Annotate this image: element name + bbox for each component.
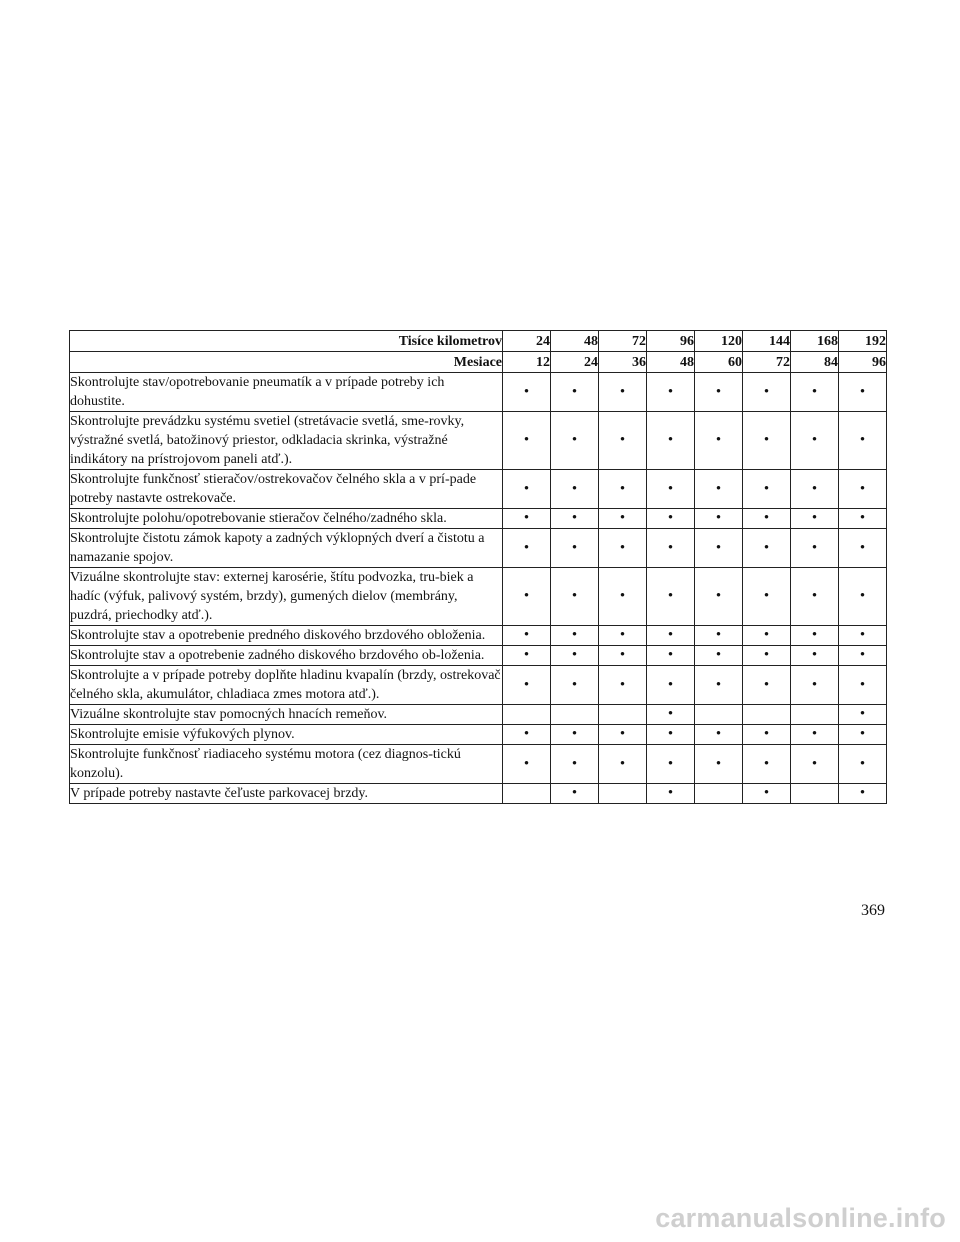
- interval-bullet: •: [599, 646, 647, 666]
- header-months-cell: 84: [791, 352, 839, 373]
- interval-bullet: •: [647, 626, 695, 646]
- header-km-label: Tisíce kilometrov: [70, 331, 503, 352]
- interval-bullet: •: [791, 745, 839, 784]
- interval-bullet: •: [839, 568, 887, 626]
- interval-bullet: •: [551, 646, 599, 666]
- interval-bullet: •: [839, 646, 887, 666]
- header-months-cell: 24: [551, 352, 599, 373]
- interval-bullet: •: [551, 470, 599, 509]
- table-row: [70, 529, 887, 568]
- maintenance-schedule-table: [69, 330, 887, 804]
- table-row: [70, 705, 887, 725]
- interval-bullet: •: [503, 470, 551, 509]
- table-row: [70, 509, 887, 529]
- interval-empty: [503, 705, 551, 725]
- interval-bullet: •: [743, 666, 791, 705]
- task-description: Skontrolujte funkčnosť riadiaceho systému motora (cez diagnos-tickú konzolu).: [70, 745, 503, 784]
- task-description: Skontrolujte polohu/opotrebovanie stieračov čelného/zadného skla.: [70, 509, 503, 529]
- task-description: Vizuálne skontrolujte stav pomocných hnacích remeňov.: [70, 705, 503, 725]
- interval-bullet: •: [503, 646, 551, 666]
- interval-bullet: •: [599, 626, 647, 646]
- interval-bullet: •: [791, 470, 839, 509]
- task-description: Skontrolujte emisie výfukových plynov.: [70, 725, 503, 745]
- table-row: [70, 725, 887, 745]
- header-months-cell: 12: [503, 352, 551, 373]
- header-km-cell: 72: [599, 331, 647, 352]
- interval-bullet: •: [503, 529, 551, 568]
- interval-bullet: •: [647, 705, 695, 725]
- interval-bullet: •: [599, 529, 647, 568]
- interval-bullet: •: [695, 666, 743, 705]
- interval-bullet: •: [647, 509, 695, 529]
- interval-bullet: •: [791, 646, 839, 666]
- table-row: [70, 470, 887, 509]
- interval-bullet: •: [743, 568, 791, 626]
- interval-bullet: •: [743, 745, 791, 784]
- interval-bullet: •: [839, 626, 887, 646]
- interval-bullet: •: [647, 412, 695, 470]
- task-description: Skontrolujte stav a opotrebenie zadného diskového brzdového ob-loženia.: [70, 646, 503, 666]
- interval-bullet: •: [551, 666, 599, 705]
- interval-bullet: •: [599, 509, 647, 529]
- interval-bullet: •: [551, 412, 599, 470]
- interval-bullet: •: [695, 626, 743, 646]
- interval-bullet: •: [743, 509, 791, 529]
- interval-bullet: •: [839, 373, 887, 412]
- header-km-cell: 144: [743, 331, 791, 352]
- interval-bullet: •: [743, 412, 791, 470]
- header-months-cell: 36: [599, 352, 647, 373]
- interval-bullet: •: [647, 373, 695, 412]
- interval-bullet: •: [647, 666, 695, 705]
- task-description: Skontrolujte stav/opotrebovanie pneumatík a v prípade potreby ich dohustite.: [70, 373, 503, 412]
- watermark: carmanualsonline.info: [655, 1203, 946, 1233]
- interval-bullet: •: [503, 373, 551, 412]
- header-km-cell: 168: [791, 331, 839, 352]
- header-km-cell: 120: [695, 331, 743, 352]
- interval-bullet: •: [839, 784, 887, 804]
- interval-bullet: •: [839, 725, 887, 745]
- interval-bullet: •: [647, 529, 695, 568]
- interval-bullet: •: [551, 568, 599, 626]
- task-description: Skontrolujte čistotu zámok kapoty a zadných výklopných dverí a čistotu a namazanie spojov.: [70, 529, 503, 568]
- task-description: Skontrolujte a v prípade potreby doplňte hladinu kvapalín (brzdy, ostrekovač čelného skla, akumulátor, chladiaca zmes motora atď.).: [70, 666, 503, 705]
- header-row-months: [70, 352, 887, 373]
- interval-bullet: •: [791, 373, 839, 412]
- interval-bullet: •: [599, 470, 647, 509]
- header-months-cell: 48: [647, 352, 695, 373]
- interval-bullet: •: [599, 666, 647, 705]
- task-description: V prípade potreby nastavte čeľuste parkovacej brzdy.: [70, 784, 503, 804]
- task-description: Skontrolujte stav a opotrebenie predného diskového brzdového obloženia.: [70, 626, 503, 646]
- table-row: [70, 666, 887, 705]
- table-row: [70, 568, 887, 626]
- task-description: Skontrolujte prevádzku systému svetiel (stretávacie svetlá, sme-rovky, výstražné svetlá, batožinový priestor, odkladacia skrinka, výstražné indikátory na prístrojovom paneli atď.).: [70, 412, 503, 470]
- header-months-cell: 72: [743, 352, 791, 373]
- header-months-cell: 60: [695, 352, 743, 373]
- header-km-cell: 192: [839, 331, 887, 352]
- interval-bullet: •: [599, 412, 647, 470]
- interval-bullet: •: [551, 626, 599, 646]
- interval-bullet: •: [743, 646, 791, 666]
- interval-bullet: •: [551, 784, 599, 804]
- interval-empty: [599, 784, 647, 804]
- task-description: Skontrolujte funkčnosť stieračov/ostrekovačov čelného skla a v prí-pade potreby nastavte ostrekovače.: [70, 470, 503, 509]
- table-row: [70, 745, 887, 784]
- interval-bullet: •: [647, 646, 695, 666]
- interval-bullet: •: [647, 784, 695, 804]
- header-months-cell: 96: [839, 352, 887, 373]
- interval-bullet: •: [551, 509, 599, 529]
- interval-bullet: •: [647, 568, 695, 626]
- table-row: [70, 646, 887, 666]
- header-km-cell: 24: [503, 331, 551, 352]
- interval-bullet: •: [839, 745, 887, 784]
- interval-bullet: •: [551, 725, 599, 745]
- interval-empty: [551, 705, 599, 725]
- interval-bullet: •: [743, 784, 791, 804]
- interval-bullet: •: [695, 646, 743, 666]
- table-row: [70, 784, 887, 804]
- interval-bullet: •: [647, 745, 695, 784]
- interval-bullet: •: [551, 373, 599, 412]
- interval-bullet: •: [599, 725, 647, 745]
- interval-bullet: •: [695, 509, 743, 529]
- interval-bullet: •: [743, 470, 791, 509]
- interval-bullet: •: [695, 529, 743, 568]
- interval-bullet: •: [743, 529, 791, 568]
- interval-bullet: •: [743, 626, 791, 646]
- interval-bullet: •: [503, 626, 551, 646]
- interval-bullet: •: [503, 725, 551, 745]
- interval-empty: [791, 705, 839, 725]
- interval-bullet: •: [839, 705, 887, 725]
- interval-bullet: •: [839, 529, 887, 568]
- interval-empty: [695, 705, 743, 725]
- interval-bullet: •: [791, 529, 839, 568]
- interval-bullet: •: [695, 568, 743, 626]
- interval-bullet: •: [599, 373, 647, 412]
- interval-bullet: •: [503, 509, 551, 529]
- interval-bullet: •: [503, 412, 551, 470]
- interval-bullet: •: [791, 412, 839, 470]
- table-row: [70, 626, 887, 646]
- page-number: 369: [861, 902, 885, 919]
- header-row-km: [70, 331, 887, 352]
- interval-bullet: •: [695, 725, 743, 745]
- interval-bullet: •: [791, 666, 839, 705]
- interval-empty: [743, 705, 791, 725]
- interval-bullet: •: [599, 745, 647, 784]
- interval-bullet: •: [599, 568, 647, 626]
- task-description: Vizuálne skontrolujte stav: externej karosérie, štítu podvozka, tru-biek a hadíc (výfuk, palivový systém, brzdy), gumených dielov (membrány, puzdrá, priechodky atď.).: [70, 568, 503, 626]
- interval-empty: [791, 784, 839, 804]
- interval-bullet: •: [839, 509, 887, 529]
- interval-bullet: •: [695, 745, 743, 784]
- interval-empty: [599, 705, 647, 725]
- interval-empty: [503, 784, 551, 804]
- interval-bullet: •: [503, 745, 551, 784]
- header-months-label: Mesiace: [70, 352, 503, 373]
- interval-bullet: •: [695, 412, 743, 470]
- interval-bullet: •: [743, 725, 791, 745]
- table-row: [70, 373, 887, 412]
- header-km-cell: 48: [551, 331, 599, 352]
- interval-bullet: •: [647, 470, 695, 509]
- table-row: [70, 412, 887, 470]
- interval-bullet: •: [791, 626, 839, 646]
- interval-bullet: •: [503, 666, 551, 705]
- interval-bullet: •: [503, 568, 551, 626]
- interval-bullet: •: [791, 509, 839, 529]
- interval-bullet: •: [839, 470, 887, 509]
- interval-bullet: •: [791, 568, 839, 626]
- interval-empty: [695, 784, 743, 804]
- interval-bullet: •: [695, 470, 743, 509]
- interval-bullet: •: [647, 725, 695, 745]
- interval-bullet: •: [743, 373, 791, 412]
- interval-bullet: •: [791, 725, 839, 745]
- interval-bullet: •: [551, 529, 599, 568]
- header-km-cell: 96: [647, 331, 695, 352]
- interval-bullet: •: [551, 745, 599, 784]
- interval-bullet: •: [839, 412, 887, 470]
- interval-bullet: •: [839, 666, 887, 705]
- interval-bullet: •: [695, 373, 743, 412]
